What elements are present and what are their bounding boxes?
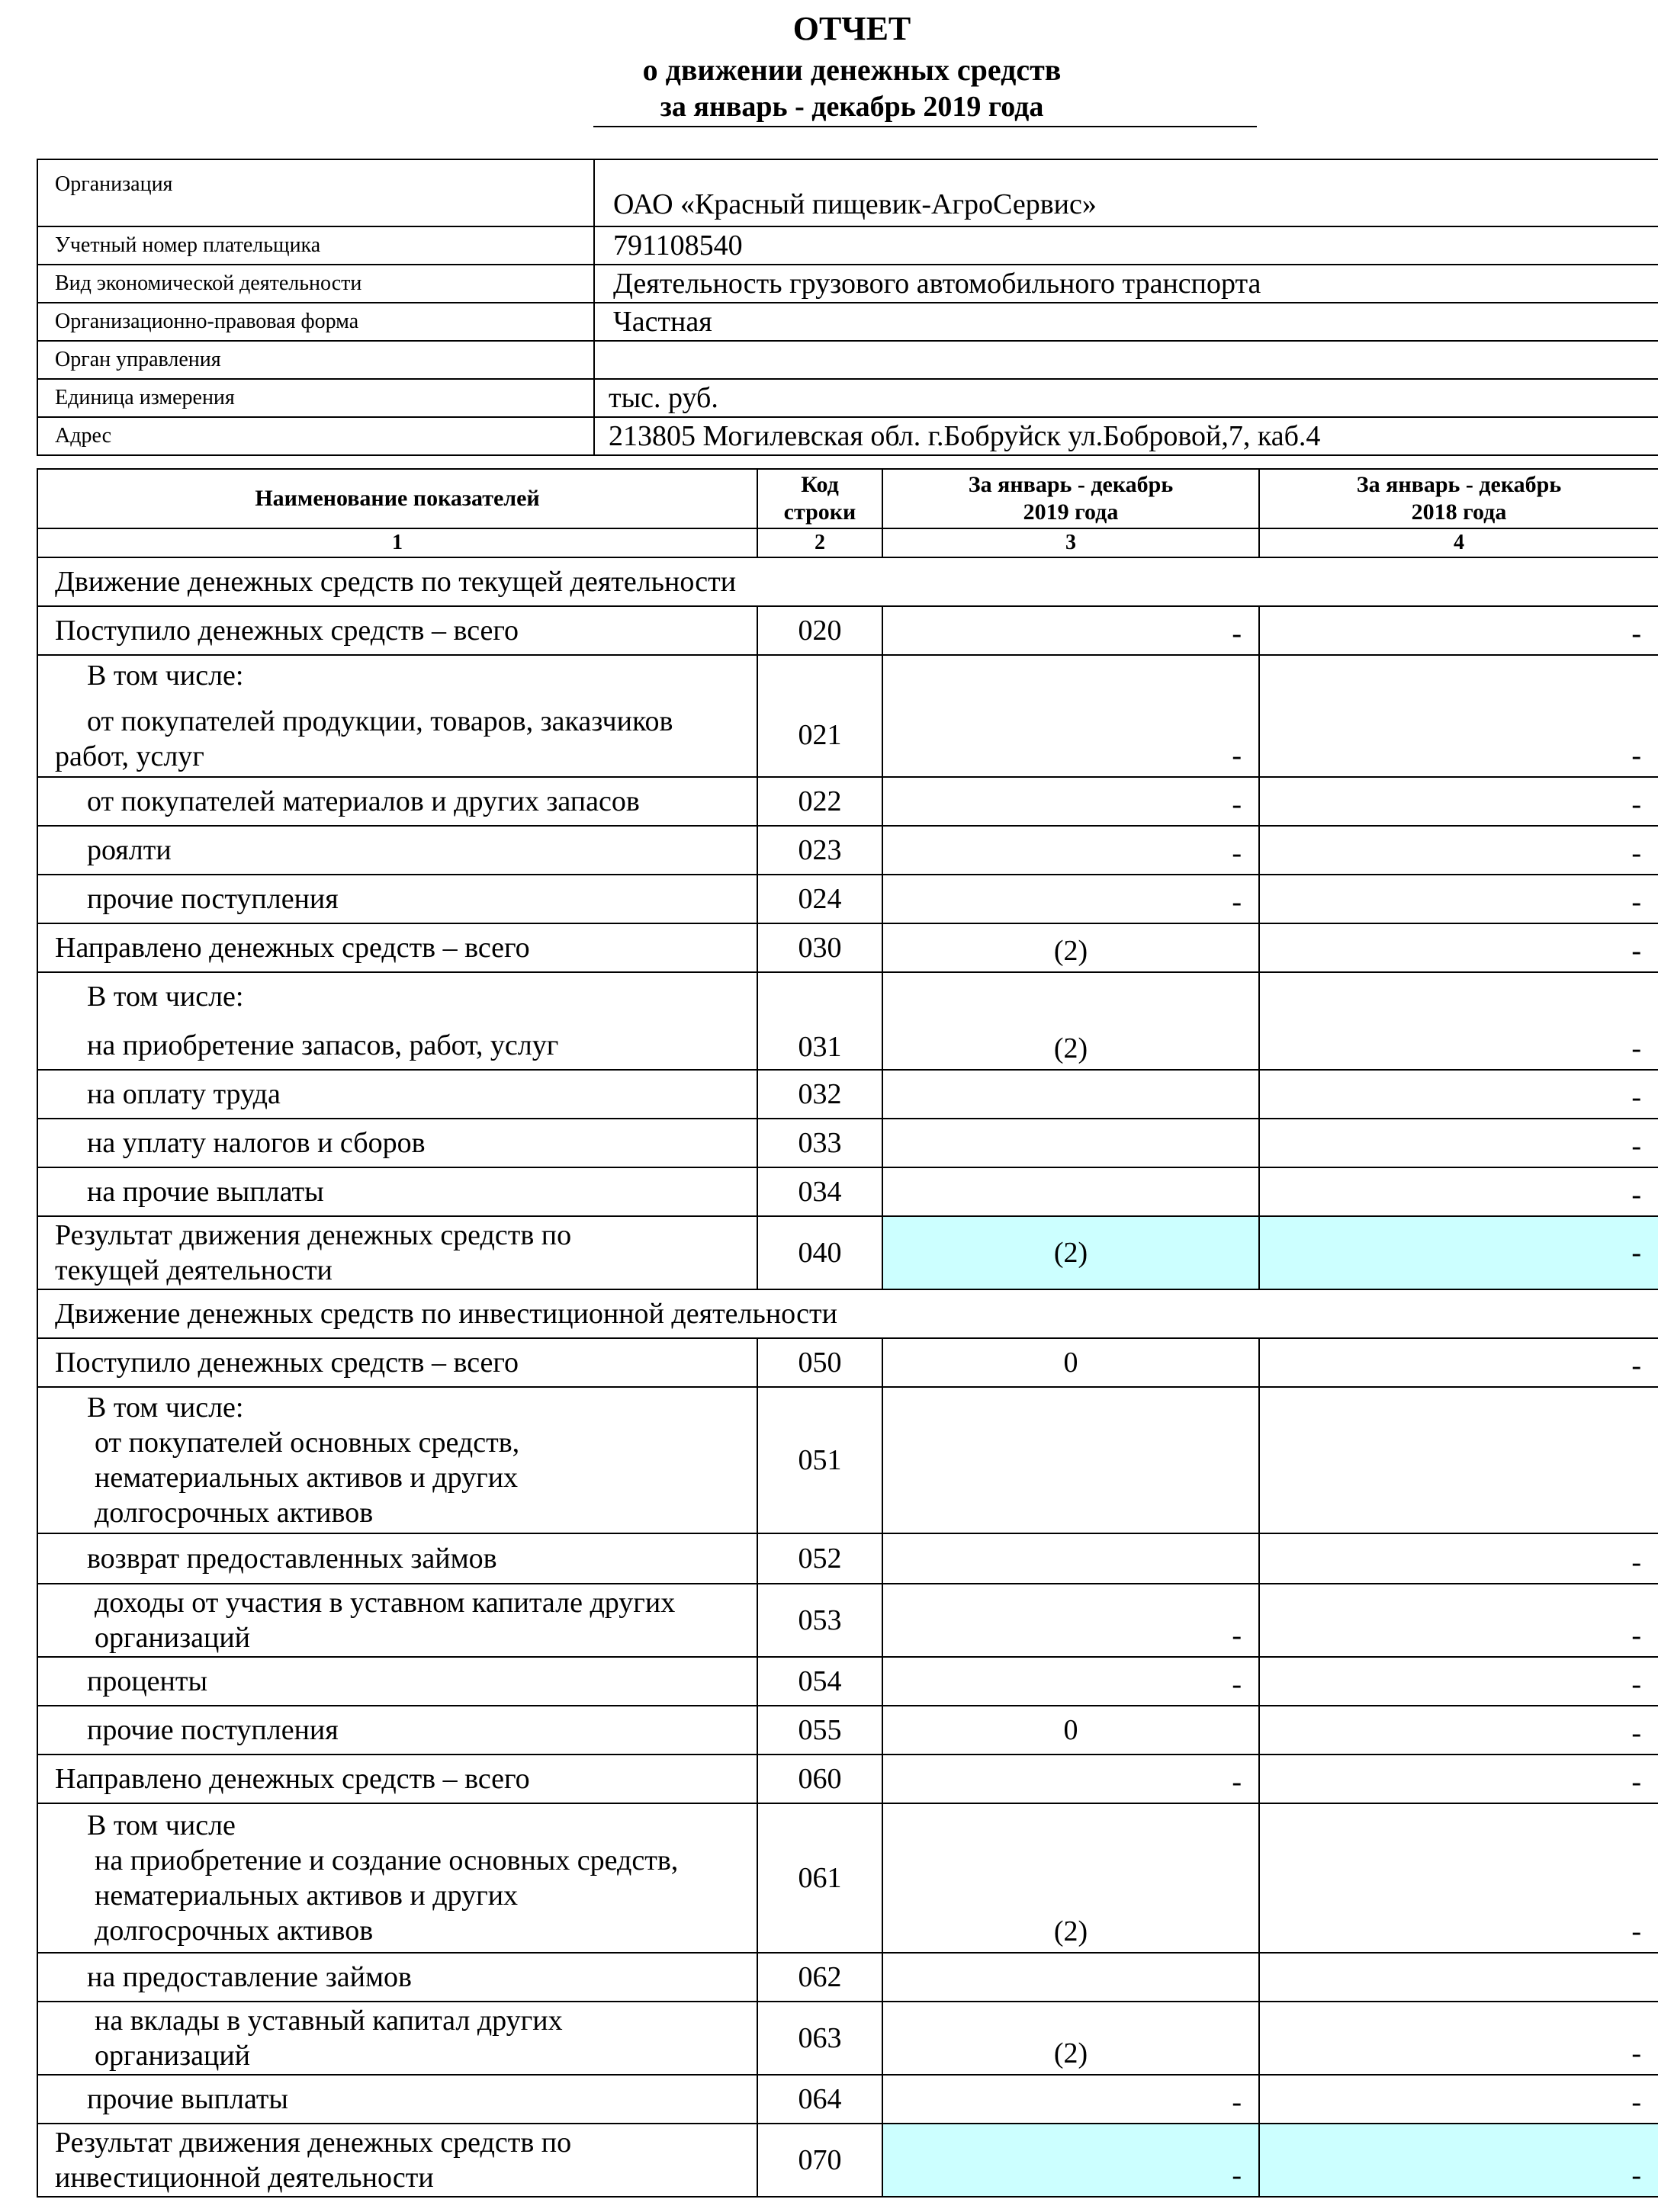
row-name: роялти (37, 826, 757, 875)
row-value-previous: - (1259, 1706, 1658, 1755)
column-header-previous-line2: 2018 года (1411, 499, 1507, 525)
row-name-line: нематериальных активов и других (95, 1880, 519, 1912)
row-code: 021 (757, 655, 882, 777)
row-name: на предоставление займов (37, 1953, 757, 2002)
row-code: 034 (757, 1167, 882, 1216)
table-row (37, 1953, 1658, 2002)
row-value-previous: - (1259, 1584, 1658, 1657)
info-label: Единица измерения (37, 379, 594, 417)
row-name (37, 2002, 757, 2075)
row-name-line: работ, услуг (55, 740, 204, 772)
row-code: 023 (757, 826, 882, 875)
info-label: Учетный номер плательщика (37, 226, 594, 265)
table-row (37, 826, 1658, 875)
row-name-prefix: В том числе: (87, 1392, 244, 1424)
row-name: прочие поступления (37, 1706, 757, 1755)
row-code: 053 (757, 1584, 882, 1657)
row-name: от покупателей материалов и других запасов (37, 777, 757, 826)
row-name-prefix: В том числе (87, 1809, 236, 1841)
info-row (37, 379, 1658, 417)
info-value: 213805 Могилевская обл. г.Бобруйск ул.Бобровой,7, каб.4 (594, 417, 1658, 455)
row-code: 052 (757, 1533, 882, 1584)
row-value-previous: - (1259, 2002, 1658, 2075)
row-name (37, 1387, 757, 1533)
row-name (37, 972, 757, 1070)
row-name (37, 1584, 757, 1657)
info-value: ОАО «Красный пищевик-АгроСервис» (594, 159, 1658, 226)
row-code: 051 (757, 1387, 882, 1533)
info-value: Деятельность грузового автомобильного транспорта (594, 265, 1658, 303)
report-title: ОТЧЕТ (792, 10, 911, 47)
row-value-previous: - (1259, 1167, 1658, 1216)
row-value-current: (2) (882, 972, 1259, 1070)
row-name-line: от покупателей продукции, товаров, заказчиков (87, 705, 673, 737)
row-name (37, 655, 757, 777)
row-value-previous: - (1259, 875, 1658, 923)
table-row-result (37, 2124, 1658, 2197)
row-code: 033 (757, 1119, 882, 1167)
row-name: Поступило денежных средств – всего (37, 606, 757, 655)
info-row (37, 265, 1658, 303)
info-row (37, 417, 1658, 455)
cash-flow-table (37, 468, 1658, 2198)
row-value-previous: - (1259, 655, 1658, 777)
row-name: возврат предоставленных займов (37, 1533, 757, 1584)
row-code: 022 (757, 777, 882, 826)
row-name: проценты (37, 1657, 757, 1706)
row-name-line: Результат движения денежных средств по (55, 1219, 572, 1251)
row-value-current: - (882, 1657, 1259, 1706)
column-header-current-line2: 2019 года (1023, 499, 1119, 525)
row-name-prefix: В том числе: (87, 660, 244, 692)
row-name-line: долгосрочных активов (95, 1497, 374, 1529)
column-header-code-line2: строки (783, 499, 856, 525)
section-row (37, 1289, 1658, 1338)
info-row (37, 341, 1658, 379)
row-name-line: организаций (95, 1622, 251, 1654)
table-row (37, 606, 1658, 655)
row-name: прочие выплаты (37, 2075, 757, 2124)
info-value (594, 341, 1658, 379)
row-value-previous: - (1259, 923, 1658, 972)
column-header-code-line1: Код (801, 472, 839, 497)
info-label: Адрес (37, 417, 594, 455)
row-value-current: - (882, 606, 1259, 655)
table-row (37, 1119, 1658, 1167)
row-name (37, 1216, 757, 1289)
row-value-current: (2) (882, 1803, 1259, 1953)
row-name (37, 2124, 757, 2197)
row-name-line: нематериальных активов и других (95, 1462, 519, 1494)
column-header-current-line1: За январь - декабрь (968, 472, 1174, 497)
row-value-current (882, 1953, 1259, 2002)
row-name: на прочие выплаты (37, 1167, 757, 1216)
row-code: 030 (757, 923, 882, 972)
row-value-previous: - (1259, 1657, 1658, 1706)
table-row (37, 923, 1658, 972)
table-row-result (37, 1216, 1658, 1289)
row-value-previous: - (1259, 826, 1658, 875)
row-value-previous: - (1259, 1755, 1658, 1803)
info-row (37, 159, 1658, 226)
row-code: 024 (757, 875, 882, 923)
row-name-line: инвестиционной деятельности (55, 2162, 434, 2194)
row-value-current: (2) (882, 1216, 1259, 1289)
row-name-line: на приобретение запасов, работ, услуг (87, 1029, 559, 1061)
info-value: 791108540 (594, 226, 1658, 265)
table-row (37, 2075, 1658, 2124)
table-row (37, 1706, 1658, 1755)
row-name-line: на приобретение и создание основных средств, (95, 1844, 679, 1877)
table-row (37, 1657, 1658, 1706)
row-value-previous: - (1259, 2075, 1658, 2124)
row-value-previous (1259, 1953, 1658, 2002)
organization-info-table (37, 159, 1658, 456)
row-name: прочие поступления (37, 875, 757, 923)
row-code: 032 (757, 1070, 882, 1119)
row-value-current: - (882, 777, 1259, 826)
column-header-name: Наименование показателей (37, 469, 757, 528)
section-title-investing: Движение денежных средств по инвестиционной деятельности (37, 1289, 1658, 1338)
info-label: Организационно-правовая форма (37, 303, 594, 341)
table-row (37, 875, 1658, 923)
table-row (37, 1803, 1658, 1953)
report-header (0, 0, 1658, 145)
row-code: 062 (757, 1953, 882, 2002)
section-row (37, 557, 1658, 606)
row-code: 063 (757, 2002, 882, 2075)
table-row (37, 1387, 1658, 1533)
table-row (37, 1755, 1658, 1803)
row-value-previous: - (1259, 2124, 1658, 2197)
row-code: 031 (757, 972, 882, 1070)
row-name: Поступило денежных средств – всего (37, 1338, 757, 1387)
table-header-row (37, 469, 1658, 528)
row-value-previous: - (1259, 1216, 1658, 1289)
row-name-line: от покупателей основных средств, (95, 1427, 520, 1459)
report-subtitle: о движении денежных средств (642, 53, 1062, 87)
row-code: 054 (757, 1657, 882, 1706)
info-label: Орган управления (37, 341, 594, 379)
row-value-current: - (882, 1755, 1259, 1803)
row-value-previous: - (1259, 1070, 1658, 1119)
column-header-current (882, 469, 1259, 528)
table-row (37, 2002, 1658, 2075)
column-header-previous-line1: За январь - декабрь (1356, 472, 1562, 497)
row-value-current: - (882, 1584, 1259, 1657)
row-value-current: - (882, 875, 1259, 923)
row-value-current (882, 1533, 1259, 1584)
column-number: 1 (37, 528, 757, 557)
row-value-current (882, 1070, 1259, 1119)
column-number: 3 (882, 528, 1259, 557)
row-name-line: доходы от участия в уставном капитале других (95, 1587, 676, 1619)
row-name-line: долгосрочных активов (95, 1915, 374, 1947)
row-value-current: - (882, 2124, 1259, 2197)
row-value-previous: - (1259, 1533, 1658, 1584)
row-value-current: 0 (882, 1706, 1259, 1755)
column-number-row (37, 528, 1658, 557)
row-value-current (882, 1119, 1259, 1167)
row-value-current: 0 (882, 1338, 1259, 1387)
row-code: 061 (757, 1803, 882, 1953)
info-label: Организация (37, 159, 594, 226)
table-row (37, 777, 1658, 826)
row-value-current: - (882, 826, 1259, 875)
row-name: на уплату налогов и сборов (37, 1119, 757, 1167)
row-value-current: (2) (882, 923, 1259, 972)
row-value-previous: - (1259, 606, 1658, 655)
row-name: Направлено денежных средств – всего (37, 1755, 757, 1803)
info-value: Частная (594, 303, 1658, 341)
row-value-current: - (882, 655, 1259, 777)
row-value-previous (1259, 1387, 1658, 1533)
row-name-line: организаций (95, 2040, 251, 2072)
row-value-previous: - (1259, 1119, 1658, 1167)
row-value-current (882, 1387, 1259, 1533)
column-header-code (757, 469, 882, 528)
row-code: 060 (757, 1755, 882, 1803)
row-value-current: - (882, 2075, 1259, 2124)
table-row (37, 972, 1658, 1070)
section-title-operating: Движение денежных средств по текущей деятельности (37, 557, 1658, 606)
row-value-previous: - (1259, 777, 1658, 826)
info-label: Вид экономической деятельности (37, 265, 594, 303)
info-row (37, 303, 1658, 341)
row-name (37, 1803, 757, 1953)
table-row (37, 1338, 1658, 1387)
row-name-line: на вклады в уставный капитал других (95, 2005, 563, 2037)
row-name-prefix: В том числе: (87, 981, 244, 1013)
column-number: 2 (757, 528, 882, 557)
report-period: за январь - декабрь 2019 года (660, 91, 1044, 123)
row-value-previous: - (1259, 1803, 1658, 1953)
table-row (37, 1167, 1658, 1216)
row-name: на оплату труда (37, 1070, 757, 1119)
column-header-previous (1259, 469, 1658, 528)
row-code: 020 (757, 606, 882, 655)
table-row (37, 655, 1658, 777)
row-value-current: (2) (882, 2002, 1259, 2075)
row-value-previous: - (1259, 972, 1658, 1070)
period-underline (593, 126, 1257, 127)
info-row (37, 226, 1658, 265)
row-name: Направлено денежных средств – всего (37, 923, 757, 972)
row-code: 064 (757, 2075, 882, 2124)
row-code: 055 (757, 1706, 882, 1755)
table-row (37, 1533, 1658, 1584)
row-code: 040 (757, 1216, 882, 1289)
row-name-line: текущей деятельности (55, 1254, 333, 1286)
row-value-current (882, 1167, 1259, 1216)
info-value: тыс. руб. (594, 379, 1658, 417)
table-row (37, 1584, 1658, 1657)
row-code: 050 (757, 1338, 882, 1387)
row-name-line: Результат движения денежных средств по (55, 2127, 572, 2159)
row-code: 070 (757, 2124, 882, 2197)
column-number: 4 (1259, 528, 1658, 557)
table-row (37, 1070, 1658, 1119)
row-value-previous: - (1259, 1338, 1658, 1387)
